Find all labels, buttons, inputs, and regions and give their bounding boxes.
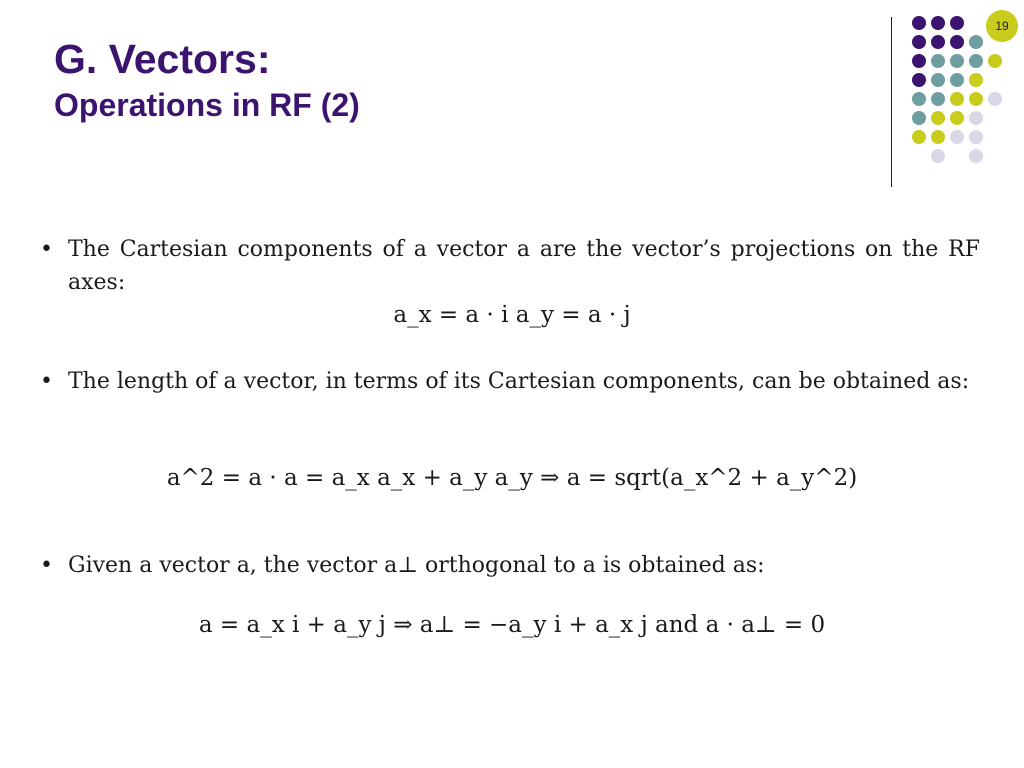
slide-subtitle: Operations in RF (2) [54, 87, 360, 123]
decorative-dot [950, 54, 964, 68]
decorative-dot [931, 92, 945, 106]
decorative-dot [931, 149, 945, 163]
bullet-text: The Cartesian components of a vector a are the vector’s projections on the RF axes: [68, 237, 980, 295]
decorative-dot [950, 111, 964, 125]
decorative-dot [912, 54, 926, 68]
bullet-item [40, 365, 980, 398]
decorative-dot [912, 73, 926, 87]
bullet-icon: • [40, 369, 53, 394]
decorative-dot [969, 92, 983, 106]
decorative-dot [912, 111, 926, 125]
equation-orthogonal [0, 612, 1024, 638]
decorative-dot [988, 92, 1002, 106]
bullet-text: The length of a vector, in terms of its Cartesian components, can be obtained as: [68, 369, 970, 394]
bullet-icon: • [40, 553, 53, 578]
equation-text: a^2 = a · a = a_x a_x + a_y a_y ⇒ a = sqrt(a_x^2 + a_y^2) [166, 465, 858, 491]
decorative-dot [969, 111, 983, 125]
decorative-dot [912, 16, 926, 30]
decorative-dot [969, 35, 983, 49]
decorative-dot [931, 35, 945, 49]
decorative-dot [988, 54, 1002, 68]
decorative-dot [950, 73, 964, 87]
equation-length [0, 465, 1024, 491]
decorative-dot [969, 73, 983, 87]
decorative-dot [931, 73, 945, 87]
decorative-dot [931, 54, 945, 68]
decorative-dot [950, 16, 964, 30]
decorative-dot [969, 149, 983, 163]
decorative-dot [931, 111, 945, 125]
decorative-dot [912, 35, 926, 49]
equation-text: a = a_x i + a_y j ⇒ a⊥ = −a_y i + a_x j and a · a⊥ = 0 [198, 612, 826, 638]
decorative-dot [912, 130, 926, 144]
decorative-dot [931, 16, 945, 30]
decorative-dot [969, 54, 983, 68]
bullet-item [40, 233, 980, 299]
bullet-item [40, 549, 980, 582]
divider-line [891, 17, 892, 187]
decorative-dot [912, 92, 926, 106]
decorative-dot [969, 130, 983, 144]
decorative-dot [950, 35, 964, 49]
slide-title: G. Vectors: [54, 36, 271, 82]
slide-title-block [54, 36, 360, 124]
decorative-dot [931, 130, 945, 144]
bullet-text: Given a vector a, the vector a⊥ orthogonal to a is obtained as: [68, 553, 765, 578]
page-number-badge: 19 [986, 10, 1018, 42]
decorative-dot [950, 92, 964, 106]
equation-text: a_x = a · i a_y = a · j [393, 302, 631, 328]
decorative-dot [950, 130, 964, 144]
equation-components [0, 302, 1024, 328]
bullet-icon: • [40, 237, 53, 262]
